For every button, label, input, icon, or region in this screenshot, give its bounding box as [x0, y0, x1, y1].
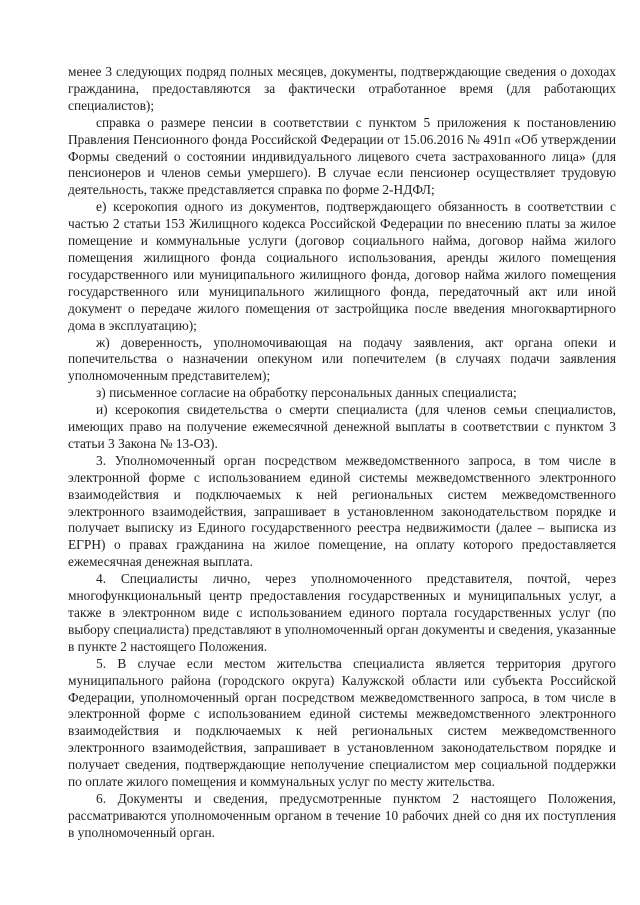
document-page	[68, 64, 616, 842]
paragraph-pension-certificate: справка о размере пенсии в соответствии с пунктом 5 приложения к постановлению Правления Пенсионного фонда Российской Федерации от 15.06.2016 № 491п «Об утверждении Формы сведений о состоянии индивидуального лицевого счета застрахованного лица» (для пенсионеров и членов семьи умершего). В случае если пенсионер осуществляет трудовую деятельность, также представляется справка по форме 2-НДФЛ;	[68, 114, 616, 198]
paragraph-clause-3: 3. Уполномоченный орган посредством межведомственного запроса, в том числе в электронной форме с использованием единой системы межведомственного электронного взаимодействия и подключаемых к ней региональных систем межведомственного электронного взаимодействия, запрашивает в установленном законодательством порядке и получает выписку из Единого государственного реестра недвижимости (далее – выписка из ЕГРН) о правах гражданина на жилое помещение, на оплату которого предоставляется ежемесячная денежная выплата.	[68, 452, 616, 570]
paragraph-item-z: з) письменное согласие на обработку персональных данных специалиста;	[96, 385, 517, 401]
paragraph-clause-5: 5. В случае если местом жительства специалиста является территория другого муниципального района (городского округа) Калужской области или субъекта Российской Федерации, уполномоченный орган посредством межведомственного запроса, в том числе в электронной форме с использованием единой системы межведомственного электронного взаимодействия и подключаемых к ней региональных систем межведомственного электронного взаимодействия, запрашивает в установленном законодательством порядке и получает сведения, подтверждающие неполучение специалистом мер социальной поддержки по оплате жилого помещения и коммунальных услуг по месту жительства.	[68, 655, 616, 790]
paragraph-item-zh: ж) доверенность, уполномочивающая на подачу заявления, акт органа опеки и попечительства о назначении опекуном или попечителем (в случаях подачи заявления уполномоченным представителем);	[68, 334, 616, 384]
paragraph-clause-4: 4. Специалисты лично, через уполномоченного представителя, почтой, через многофункциональный центр предоставления государственных и муниципальных услуг, а также в электронном виде с использованием единого портала государственных услуг (по выбору специалиста) представляют в уполномоченный орган документы и сведения, указанные в пункте 2 настоящего Положения.	[68, 571, 616, 654]
paragraph-clause-6: 6. Документы и сведения, предусмотренные пунктом 2 настоящего Положения, рассматриваются уполномоченным органом в течение 10 рабочих дней со дня их поступления в уполномоченный орган.	[68, 790, 616, 840]
paragraph-income-documents: менее 3 следующих подряд полных месяцев, документы, подтверждающие сведения о доходах гражданина, предоставляются за фактически отработанное время (для работающих специалистов);	[68, 64, 616, 113]
paragraph-item-e: е) ксерокопия одного из документов, подтверждающего обязанность в соответствии с частью 2 статьи 153 Жилищного кодекса Российской Федерации по внесению платы за жилое помещение и коммунальные услуги (договор социального найма, договор найма жилого помещения жилищного фонда социального использования, аренды жилого помещения государственного или муниципального жилищного фонда, договор найма жилого помещения государственного или муниципального жилищного фонда, передаточный акт или иной документ о передаче жилого помещения от застройщика после введения многоквартирного дома в эксплуатацию);	[68, 199, 616, 333]
paragraph-item-i: и) ксерокопия свидетельства о смерти специалиста (для членов семьи специалистов, имеющих право на получение ежемесячной денежной выплаты в соответствии с пунктом 3 статьи 3 Закона № 13-ОЗ).	[68, 402, 616, 451]
